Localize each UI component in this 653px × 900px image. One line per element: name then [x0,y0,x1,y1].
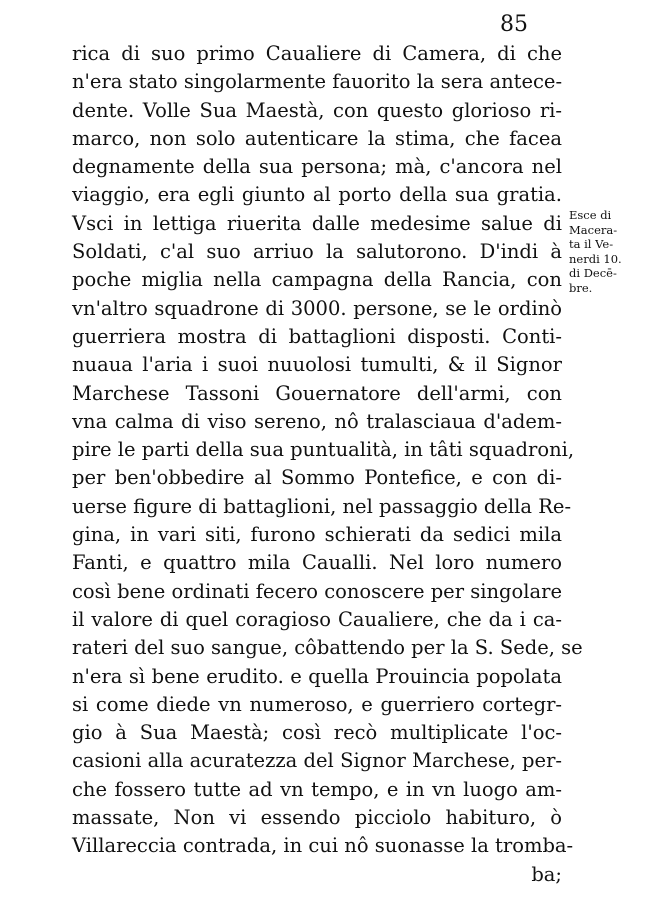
text-line: gina, in vari siti, furono schierati da sedici mila [72,523,562,547]
text-line: così bene ordinati fecero conoscere per singolare [72,579,562,603]
text-line: viaggio, era egli giunto al porto della sua gratia. [72,183,562,207]
marginal-note-line: Esce di [569,208,612,222]
marginal-note-line: ta il Ve- [569,237,614,251]
text-line: rica di suo primo Caualiere di Camera, di che [72,42,562,65]
text-line: per ben'obbedire al Sommo Pontefice, e con di- [72,466,562,490]
marginal-note [569,208,645,295]
text-line: marco, non solo autenticare la stima, che facea [72,126,562,150]
text-line: Soldati, c'al suo arriuo la salutorono. D'indi à [72,240,562,264]
text-line: casioni alla acuratezza del Signor Marchese, per- [72,749,562,773]
marginal-note-line: Macera- [569,222,618,237]
text-line: degnamente della sua persona; mà, c'ancora nel [72,155,562,179]
text-line: n'era stato singolarmente fauorito la sera antece- [72,70,563,94]
text-line: ba; [531,862,562,886]
text-line: nuaua l'aria i suoi nuuolosi tumulti, & il Signor [72,353,562,377]
text-line: pire le parti della sua puntualità, in tâti squadroni, [72,438,575,462]
marginal-note-line: di Decē- [569,266,617,280]
text-line: gio à Sua Maestà; così recò multiplicate l'oc- [72,721,562,745]
text-line: n'era sì bene erudito. e quella Prouincia popolata [72,664,562,688]
text-line: massate, Non vi essendo picciolo habituro, ò [72,806,562,830]
text-line: vn'altro squadrone di 3000. persone, se le ordinò [72,296,562,320]
text-line: che fossero tutte ad vn tempo, e in vn luogo am- [72,777,562,801]
text-line: Fanti, e quattro mila Caualli. Nel loro numero [72,551,562,575]
marginal-note-line: nerdi 10. [569,251,622,266]
marginal-note-line: bre. [569,280,593,295]
text-line: il valore di quel coragioso Caualiere, che da i ca- [72,607,562,631]
text-line: Vsci in lettiga riuerita dalle medesime salue di [72,211,562,235]
text-line: dente. Volle Sua Maestà, con questo glorioso ri- [72,98,562,122]
text-line: Villareccia contrada, in cui nô suonasse la tromba- [72,834,574,858]
text-line: vna calma di viso sereno, nô tralasciaua d'adem- [72,409,562,433]
text-line: uerse figure di battaglioni, nel passaggio della Re- [72,494,572,518]
text-line: guerriera mostra di battaglioni disposti. Conti- [72,324,562,348]
text-line: Marchese Tassoni Gouernatore dell'armi, con [72,381,562,405]
text-line: si come diede vn numeroso, e guerriero cortegr- [72,692,562,716]
page-number: 85 [500,12,528,37]
text-line: rateri del suo sangue, côbattendo per la S. Sede, se [72,636,583,660]
text-line: poche miglia nella campagna della Rancia, con [72,268,562,292]
